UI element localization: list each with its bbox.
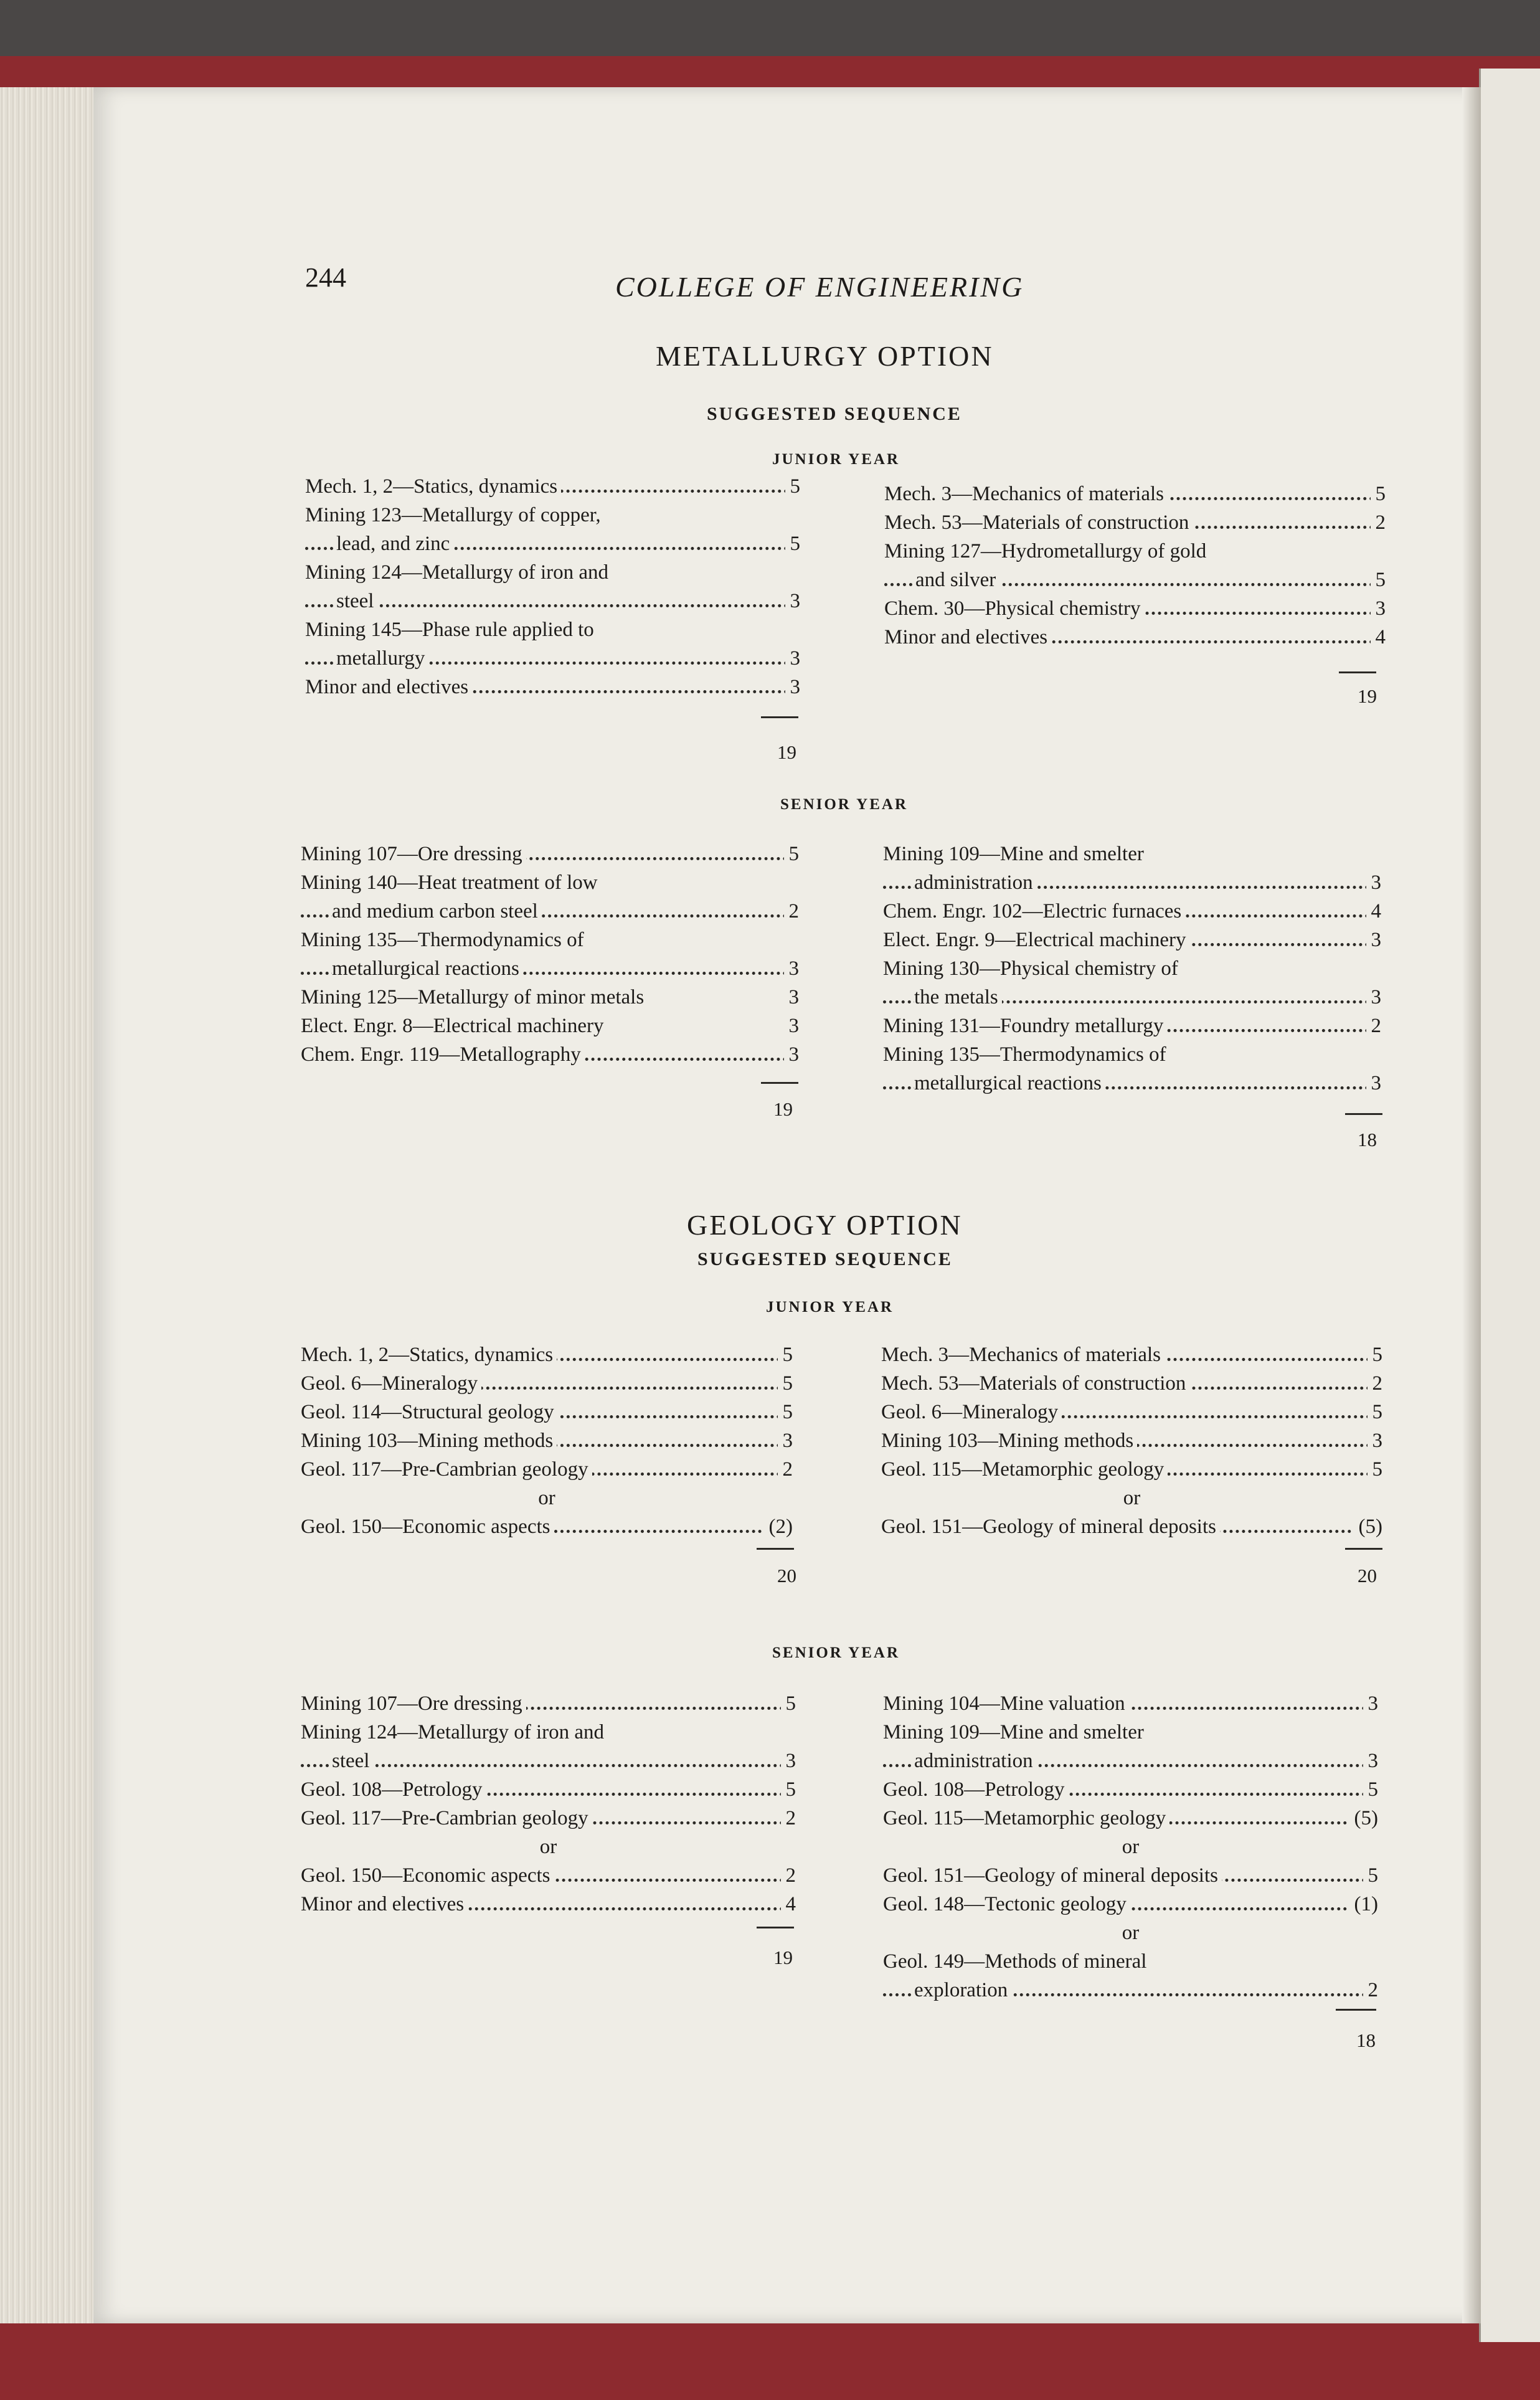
course-row — [881, 1369, 1382, 1398]
course-name: Mining 123—Metallurgy of copper, — [305, 501, 605, 529]
course-credits: 3 — [1368, 1426, 1383, 1455]
course-name: Mining 135—Thermodynamics of — [301, 926, 588, 954]
geology-junior-left-total: 20 — [777, 1565, 796, 1587]
course-row — [301, 983, 799, 1012]
metallurgy-junior-right-total: 19 — [1358, 685, 1377, 707]
page-number: 244 — [305, 262, 346, 293]
course-name: metallurgical reactions — [914, 1069, 1105, 1098]
geology-junior-label: JUNIOR YEAR — [766, 1299, 894, 1316]
course-name: Mech. 53—Materials of construction — [884, 508, 1193, 537]
course-credits: 2 — [1371, 508, 1386, 537]
course-name: administration — [914, 868, 1037, 897]
course-name: and medium carbon steel — [332, 897, 542, 926]
course-row — [883, 840, 1381, 868]
metallurgy-senior-right-total: 18 — [1358, 1129, 1377, 1150]
course-name: Mining 127—Hydrometallurgy of gold — [884, 537, 1210, 566]
course-credits: 3 — [1371, 594, 1386, 623]
page-gutter — [1462, 87, 1481, 2323]
course-name: Mining 125—Metallurgy of minor metals — [301, 983, 648, 1012]
course-name: Mech. 3—Mechanics of materials — [884, 480, 1168, 508]
course-name: exploration — [914, 1976, 1011, 2004]
course-credits: 3 — [784, 954, 800, 983]
course-credits: 4 — [1371, 623, 1386, 652]
course-name: steel — [332, 1747, 373, 1775]
course-name: Geol. 117—Pre-Cambrian geology — [301, 1804, 592, 1833]
geology-junior-left — [301, 1340, 793, 1541]
course-row — [884, 537, 1386, 566]
course-row — [301, 926, 799, 954]
rule — [1339, 671, 1376, 673]
course-row — [884, 566, 1386, 594]
geology-senior-label: SENIOR YEAR — [772, 1644, 900, 1661]
course-row — [301, 1804, 796, 1833]
course-name: and silver — [915, 566, 999, 594]
geology-title: GEOLOGY OPTION — [687, 1209, 963, 1241]
course-credits: 4 — [1366, 897, 1382, 926]
geology-senior-right — [883, 1689, 1378, 2004]
course-credits: 3 — [1366, 983, 1382, 1012]
course-credits: 3 — [781, 1747, 796, 1775]
course-credits: 2 — [778, 1455, 793, 1484]
or-label: or — [1123, 1487, 1141, 1509]
course-credits: 3 — [1366, 868, 1382, 897]
metallurgy-junior-left — [305, 472, 800, 701]
course-row — [883, 868, 1381, 897]
course-credits: (2) — [764, 1512, 793, 1541]
course-name: Geol. 151—Geology of mineral deposits — [881, 1512, 1220, 1541]
course-name: Minor and electives — [301, 1890, 468, 1919]
course-name: Geol. 108—Petrology — [883, 1775, 1068, 1804]
metallurgy-senior-left — [301, 840, 799, 1069]
course-credits: 5 — [1368, 1398, 1383, 1426]
course-row — [884, 508, 1386, 537]
course-row — [301, 1040, 799, 1069]
course-row — [305, 558, 800, 587]
course-name: Mining 109—Mine and smelter — [883, 840, 1148, 868]
course-name: Minor and electives — [305, 673, 472, 701]
course-credits: (1) — [1349, 1890, 1378, 1919]
course-row — [301, 1718, 796, 1747]
course-row — [301, 868, 799, 897]
course-credits: 2 — [781, 1861, 796, 1890]
course-credits: 5 — [1368, 1340, 1383, 1369]
course-row — [883, 1718, 1378, 1747]
course-row — [301, 1747, 796, 1775]
course-name: Geol. 117—Pre-Cambrian geology — [301, 1455, 592, 1484]
course-row — [305, 587, 800, 615]
course-credits: 5 — [784, 840, 800, 868]
course-credits: 5 — [781, 1689, 796, 1718]
metallurgy-subtitle: SUGGESTED SEQUENCE — [707, 404, 962, 424]
course-row — [883, 1833, 1378, 1861]
course-credits: 5 — [1371, 566, 1386, 594]
course-credits: 3 — [1366, 1069, 1382, 1098]
course-row — [881, 1426, 1382, 1455]
course-row — [305, 673, 800, 701]
course-name: Geol. 6—Mineralogy — [301, 1369, 481, 1398]
course-row — [301, 1426, 793, 1455]
course-row — [301, 1689, 796, 1718]
course-credits: 2 — [1368, 1369, 1383, 1398]
page-edges — [0, 87, 106, 2323]
course-row — [305, 644, 800, 673]
course-row — [883, 926, 1381, 954]
course-name: Geol. 150—Economic aspects — [301, 1512, 554, 1541]
course-row — [883, 1947, 1378, 1976]
course-credits: 3 — [778, 1426, 793, 1455]
course-row — [883, 1861, 1378, 1890]
course-row — [301, 897, 799, 926]
rule — [1345, 1113, 1382, 1115]
course-credits: 3 — [1363, 1689, 1379, 1718]
course-row — [301, 1455, 793, 1484]
course-credits: 5 — [778, 1340, 793, 1369]
course-row — [301, 1369, 793, 1398]
course-credits: 5 — [785, 529, 801, 558]
course-name: Geol. 148—Tectonic geology — [883, 1890, 1130, 1919]
course-credits: 4 — [781, 1890, 796, 1919]
or-label: or — [539, 1836, 557, 1858]
course-row — [301, 1340, 793, 1369]
course-row — [883, 1919, 1378, 1947]
geology-junior-right-total: 20 — [1358, 1565, 1377, 1587]
course-credits: 5 — [781, 1775, 796, 1804]
metallurgy-senior-label: SENIOR YEAR — [780, 796, 909, 813]
rule — [757, 1548, 794, 1550]
course-row — [883, 1775, 1378, 1804]
course-name: Mech. 1, 2—Statics, dynamics — [301, 1340, 557, 1369]
course-name: Mining 107—Ore dressing — [301, 840, 526, 868]
course-row — [883, 954, 1381, 983]
course-name: Chem. 30—Physical chemistry — [884, 594, 1145, 623]
course-row — [301, 1398, 793, 1426]
metallurgy-senior-left-total: 19 — [773, 1098, 793, 1120]
course-name: Mining 140—Heat treatment of low — [301, 868, 602, 897]
course-row — [881, 1512, 1382, 1541]
course-credits: 2 — [784, 897, 800, 926]
course-name: Mining 130—Physical chemistry of — [883, 954, 1182, 983]
running-title: COLLEGE OF ENGINEERING — [615, 271, 1024, 303]
adjacent-page-edge — [1479, 69, 1540, 2342]
rule — [1345, 1548, 1382, 1550]
or-label: or — [1122, 1922, 1140, 1944]
course-name: Chem. Engr. 102—Electric furnaces — [883, 897, 1185, 926]
course-row — [305, 472, 800, 501]
dot-leader — [301, 1764, 796, 1767]
course-name: Mining 124—Metallurgy of iron and — [301, 1718, 608, 1747]
course-name: Minor and electives — [884, 623, 1051, 652]
course-row — [883, 1040, 1381, 1069]
course-name: Geol. 150—Economic aspects — [301, 1861, 554, 1890]
dot-leader — [305, 604, 800, 607]
course-name: Elect. Engr. 9—Electrical machinery — [883, 926, 1190, 954]
geology-senior-left-total: 19 — [773, 1947, 793, 1968]
course-row — [884, 623, 1386, 652]
course-row — [883, 1804, 1378, 1833]
course-name: Geol. 151—Geology of mineral deposits — [883, 1861, 1222, 1890]
course-row — [884, 480, 1386, 508]
course-name: Mining 145—Phase rule applied to — [305, 615, 598, 644]
course-name: Mech. 53—Materials of construction — [881, 1369, 1189, 1398]
course-name: metallurgy — [336, 644, 428, 673]
rule — [761, 1082, 798, 1084]
geology-senior-right-total: 18 — [1356, 2029, 1376, 2051]
course-credits: 3 — [784, 1040, 800, 1069]
course-name: Mining 103—Mining methods — [881, 1426, 1137, 1455]
course-credits: 5 — [778, 1369, 793, 1398]
course-credits: 3 — [785, 644, 801, 673]
course-row — [301, 1890, 796, 1919]
course-name: Mech. 3—Mechanics of materials — [881, 1340, 1164, 1369]
course-credits: 3 — [784, 1012, 800, 1040]
course-row — [881, 1398, 1382, 1426]
course-row — [881, 1484, 1382, 1512]
course-name: Geol. 115—Metamorphic geology — [883, 1804, 1169, 1833]
course-row — [883, 1747, 1378, 1775]
course-row — [301, 1775, 796, 1804]
course-row — [301, 1861, 796, 1890]
course-name: Mining 103—Mining methods — [301, 1426, 557, 1455]
metallurgy-title: METALLURGY OPTION — [656, 340, 994, 372]
course-name: Geol. 149—Methods of mineral — [883, 1947, 1150, 1976]
course-row — [301, 840, 799, 868]
course-name: Geol. 114—Structural geology — [301, 1398, 558, 1426]
course-credits: 3 — [784, 983, 800, 1012]
course-credits: (5) — [1349, 1804, 1378, 1833]
course-name: Mining 135—Thermodynamics of — [883, 1040, 1170, 1069]
course-name: Mining 124—Metallurgy of iron and — [305, 558, 612, 587]
metallurgy-junior-label: JUNIOR YEAR — [772, 451, 900, 468]
course-credits: 3 — [1366, 926, 1382, 954]
course-name: Chem. Engr. 119—Metallography — [301, 1040, 585, 1069]
course-credits: 5 — [1363, 1775, 1379, 1804]
course-credits: 3 — [785, 673, 801, 701]
or-label: or — [1122, 1836, 1140, 1858]
course-row — [305, 615, 800, 644]
course-row — [883, 897, 1381, 926]
course-row — [883, 1890, 1378, 1919]
course-credits: 5 — [785, 472, 801, 501]
course-credits: 5 — [1363, 1861, 1379, 1890]
course-row — [881, 1340, 1382, 1369]
course-row — [301, 954, 799, 983]
course-credits: 3 — [1363, 1747, 1379, 1775]
course-row — [883, 1069, 1381, 1098]
course-name: Mining 104—Mine valuation — [883, 1689, 1129, 1718]
course-row — [883, 983, 1381, 1012]
course-row — [881, 1455, 1382, 1484]
course-row — [301, 1012, 799, 1040]
course-name: Geol. 108—Petrology — [301, 1775, 486, 1804]
course-name: Mech. 1, 2—Statics, dynamics — [305, 472, 561, 501]
metallurgy-junior-left-total: 19 — [777, 741, 796, 763]
metallurgy-senior-right — [883, 840, 1381, 1098]
course-name: lead, and zinc — [336, 529, 453, 558]
metallurgy-junior-right — [884, 480, 1386, 652]
course-name: administration — [914, 1747, 1037, 1775]
course-name: Mining 109—Mine and smelter — [883, 1718, 1148, 1747]
course-name: Mining 131—Foundry metallurgy — [883, 1012, 1167, 1040]
or-label: or — [538, 1487, 555, 1509]
course-row — [883, 1976, 1378, 2004]
course-name: Geol. 6—Mineralogy — [881, 1398, 1062, 1426]
course-row — [301, 1833, 796, 1861]
course-credits: 5 — [778, 1398, 793, 1426]
course-row — [884, 594, 1386, 623]
course-name: the metals — [914, 983, 1002, 1012]
course-row — [305, 501, 800, 529]
course-name: steel — [336, 587, 377, 615]
rule — [1336, 2009, 1376, 2011]
rule — [757, 1927, 794, 1928]
course-row — [883, 1689, 1378, 1718]
course-row — [305, 529, 800, 558]
rule — [761, 716, 798, 718]
course-credits: 5 — [1368, 1455, 1383, 1484]
course-credits: 5 — [1371, 480, 1386, 508]
course-name: Geol. 115—Metamorphic geology — [881, 1455, 1168, 1484]
geology-subtitle: SUGGESTED SEQUENCE — [697, 1249, 953, 1269]
course-row — [883, 1012, 1381, 1040]
course-name: metallurgical reactions — [332, 954, 523, 983]
course-credits: 3 — [785, 587, 801, 615]
course-credits: (5) — [1354, 1512, 1382, 1541]
course-credits: 2 — [781, 1804, 796, 1833]
course-row — [301, 1484, 793, 1512]
course-credits: 2 — [1366, 1012, 1382, 1040]
course-name: Elect. Engr. 8—Electrical machinery — [301, 1012, 608, 1040]
geology-junior-right — [881, 1340, 1382, 1541]
geology-senior-left — [301, 1689, 796, 1919]
course-name: Mining 107—Ore dressing — [301, 1689, 526, 1718]
course-credits: 2 — [1363, 1976, 1379, 2004]
course-row — [301, 1512, 793, 1541]
